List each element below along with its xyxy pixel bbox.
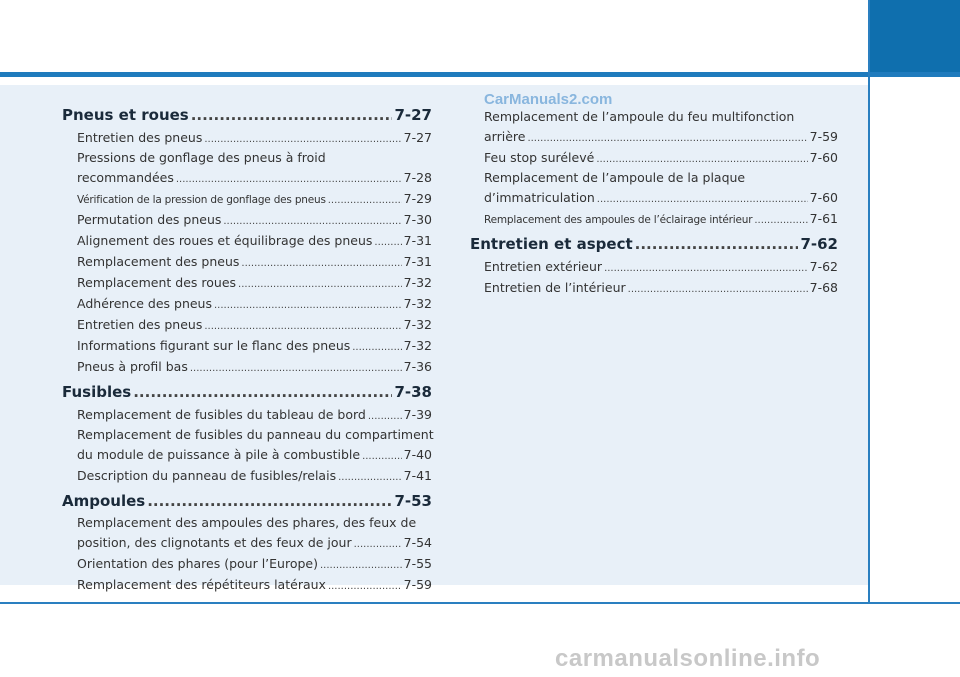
toc-entry[interactable]: Adhérence des pneus ..... 7-32	[62, 293, 432, 314]
margin-rule	[868, 0, 870, 604]
section-page: 7-38	[394, 383, 432, 401]
section-title: Pneus et roues	[62, 106, 189, 124]
toc-entry[interactable]: arrière ..... 7-59	[470, 126, 838, 147]
section-page: 7-27	[394, 106, 432, 124]
toc-entry-line1[interactable]: Remplacement de l’ampoule de la plaque	[484, 170, 746, 185]
toc-entry[interactable]: Feu stop surélevé ..... 7-60	[470, 147, 838, 168]
section-title: Entretien et aspect	[470, 235, 633, 253]
toc-entry-line1[interactable]: Remplacement des ampoules des phares, des feux de	[77, 515, 417, 530]
toc-entry[interactable]: Entretien extérieur ..... 7-62	[470, 256, 838, 277]
toc-section-entretien[interactable]	[470, 233, 838, 255]
toc-entry[interactable]: Remplacement des pneus ..... 7-31	[62, 251, 432, 272]
watermark-top: CarManuals2.com	[484, 91, 613, 108]
toc-entry[interactable]: du module de puissance à pile à combustible ..... 7-40	[62, 444, 432, 465]
toc-entry[interactable]: Pneus à profil bas ..... 7-36	[62, 356, 432, 377]
toc-entry[interactable]: Remplacement de fusibles du tableau de bord ..... 7-39	[62, 404, 432, 425]
toc-entry-line1[interactable]: Remplacement de l’ampoule du feu multifonction	[484, 109, 795, 124]
toc-section-ampoules[interactable]	[62, 490, 432, 512]
watermark-bottom: carmanualsonline.info	[555, 645, 821, 672]
toc-entry[interactable]: d’immatriculation ..... 7-60	[470, 187, 838, 208]
section-page: 7-53	[394, 492, 432, 510]
toc-entry[interactable]: Entretien de l’intérieur ..... 7-68	[470, 277, 838, 298]
toc-entry[interactable]: Vérification de la pression de gonflage des pneus ..... 7-29	[62, 188, 432, 209]
toc-entry[interactable]: Informations figurant sur le flanc des pneus ..... 7-32	[62, 335, 432, 356]
toc-entry[interactable]: Orientation des phares (pour l’Europe) ..... 7-55	[62, 553, 432, 574]
toc-entry[interactable]: Remplacement des roues ..... 7-32	[62, 272, 432, 293]
section-title: Ampoules	[62, 492, 146, 510]
toc-section-fusibles[interactable]	[62, 381, 432, 403]
toc-entry[interactable]: Entretien des pneus ..... 7-27	[62, 127, 432, 148]
toc-entry[interactable]: Remplacement des répétiteurs latéraux ..... 7-59	[62, 574, 432, 595]
toc-entry[interactable]: recommandées ..... 7-28	[62, 167, 432, 188]
chapter-tab	[868, 0, 960, 72]
toc-entry[interactable]: Permutation des pneus ..... 7-30	[62, 209, 432, 230]
toc-section-pneus[interactable]	[62, 104, 432, 126]
footer-rule	[0, 602, 960, 604]
toc-left-column	[62, 104, 432, 595]
section-page: 7-62	[800, 235, 838, 253]
toc-entry-line1[interactable]: Remplacement de fusibles du panneau du compartiment	[77, 427, 434, 442]
header-rule	[0, 72, 960, 77]
toc-right-column	[470, 107, 838, 298]
toc-entry[interactable]: position, des clignotants et des feux de jour ..... 7-54	[62, 532, 432, 553]
section-title: Fusibles	[62, 383, 132, 401]
toc-entry-line1[interactable]: Pressions de gonflage des pneus à froid	[77, 150, 326, 165]
toc-entry[interactable]: Entretien des pneus ..... 7-32	[62, 314, 432, 335]
toc-entry[interactable]: Alignement des roues et équilibrage des pneus ..... 7-31	[62, 230, 432, 251]
toc-entry[interactable]: Remplacement des ampoules de l’éclairage intérieur ..... 7-61	[470, 208, 838, 229]
toc-entry[interactable]: Description du panneau de fusibles/relais ..... 7-41	[62, 465, 432, 486]
